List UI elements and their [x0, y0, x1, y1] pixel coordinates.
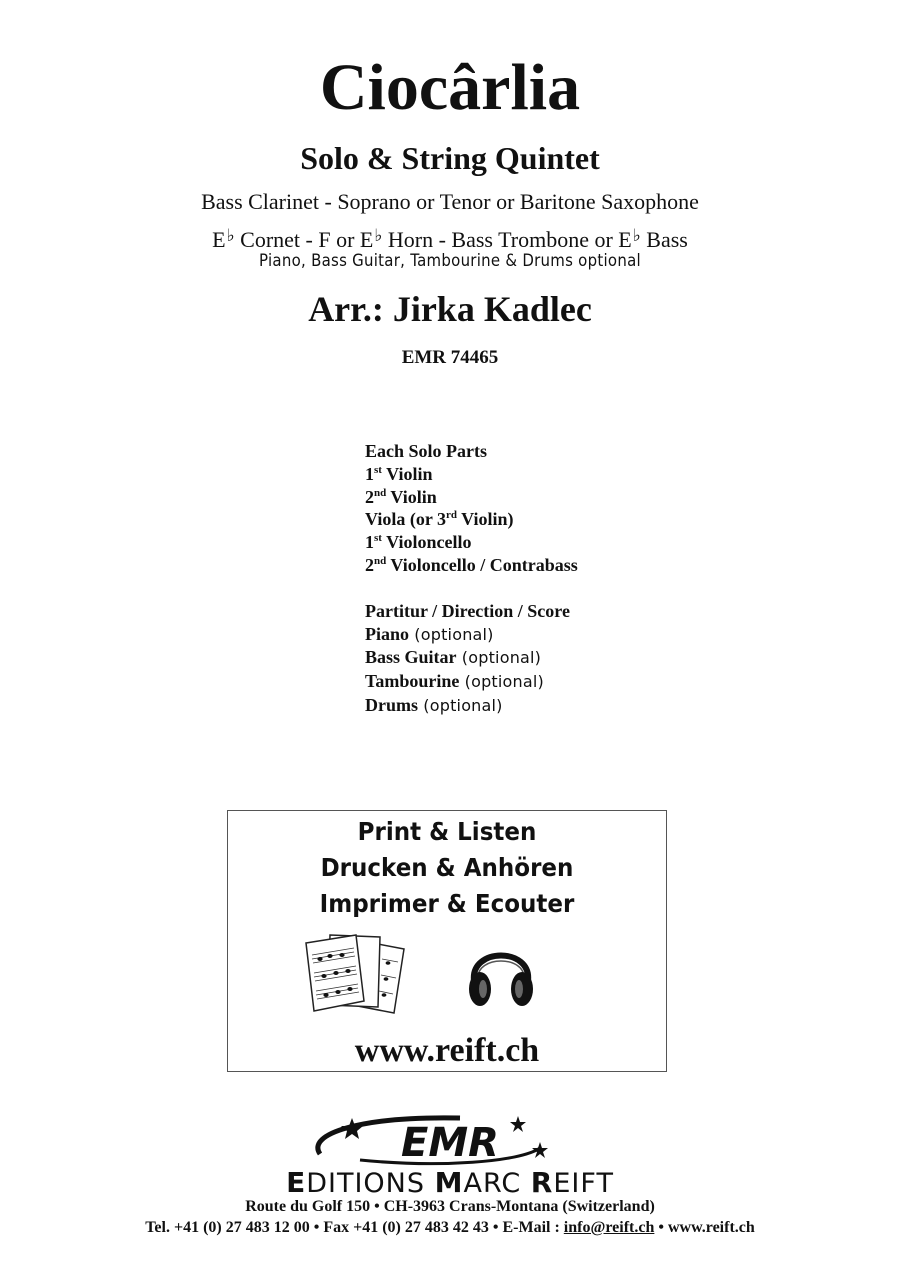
instrumentation-line-2: E♭ Cornet - F or E♭ Horn - Bass Trombone or E♭ Bass [212, 226, 688, 252]
part-bass-guitar: Bass Guitar (optional) [365, 647, 542, 668]
promo-line-fr: Imprimer & Ecouter [319, 889, 575, 918]
instrumentation-line-1: Bass Clarinet - Soprano or Tenor or Baritone Saxophone [201, 189, 699, 214]
sheet-music-icon [302, 929, 412, 1019]
part-score: Partitur / Direction / Score [365, 600, 570, 621]
promo-website[interactable]: www.reift.ch [354, 1032, 540, 1069]
part-violin-2: 2nd Violin [365, 486, 437, 507]
instrumentation-line-3: Piano, Bass Guitar, Tambourine & Drums optional [259, 251, 641, 271]
part-drums: Drums (optional) [365, 694, 503, 715]
print-listen-box [227, 810, 667, 1072]
publisher-contact: Tel. +41 (0) 27 483 12 00 • Fax +41 (0) 27 483 42 43 • E-Mail : info@reift.ch • www.reift.ch [145, 1219, 755, 1236]
part-violoncello-1: 1st Violoncello [365, 532, 472, 553]
parts-heading: Each Solo Parts [365, 441, 488, 461]
logo-text: EMR [401, 1120, 499, 1166]
email-link[interactable]: info@reift.ch [563, 1219, 655, 1236]
part-violin-1: 1st Violin [365, 463, 433, 484]
promo-line-de: Drucken & Anhören [320, 853, 574, 882]
flat-sign: ♭ [374, 226, 383, 245]
part-tambourine: Tambourine (optional) [365, 671, 544, 692]
flat-sign: ♭ [632, 226, 641, 245]
headphones-icon [466, 933, 536, 1013]
publisher-name: EDITIONS MARC REIFT [286, 1166, 614, 1199]
emr-logo [300, 1108, 600, 1168]
piece-subtitle: Solo & String Quintet [300, 140, 600, 176]
publisher-address: Route du Golf 150 • CH-3963 Crans-Montana (Switzerland) [245, 1198, 655, 1215]
part-violoncello-2: 2nd Violoncello / Contrabass [365, 554, 578, 575]
flat-sign: ♭ [226, 226, 235, 245]
catalog-number: EMR 74465 [401, 347, 499, 368]
piece-title: Ciocârlia [319, 51, 581, 124]
promo-line-en: Print & Listen [357, 817, 537, 846]
arranger: Arr.: Jirka Kadlec [308, 289, 592, 329]
part-viola: Viola (or 3rd Violin) [365, 509, 514, 530]
part-piano: Piano (optional) [365, 623, 494, 644]
parts-list [365, 440, 578, 718]
